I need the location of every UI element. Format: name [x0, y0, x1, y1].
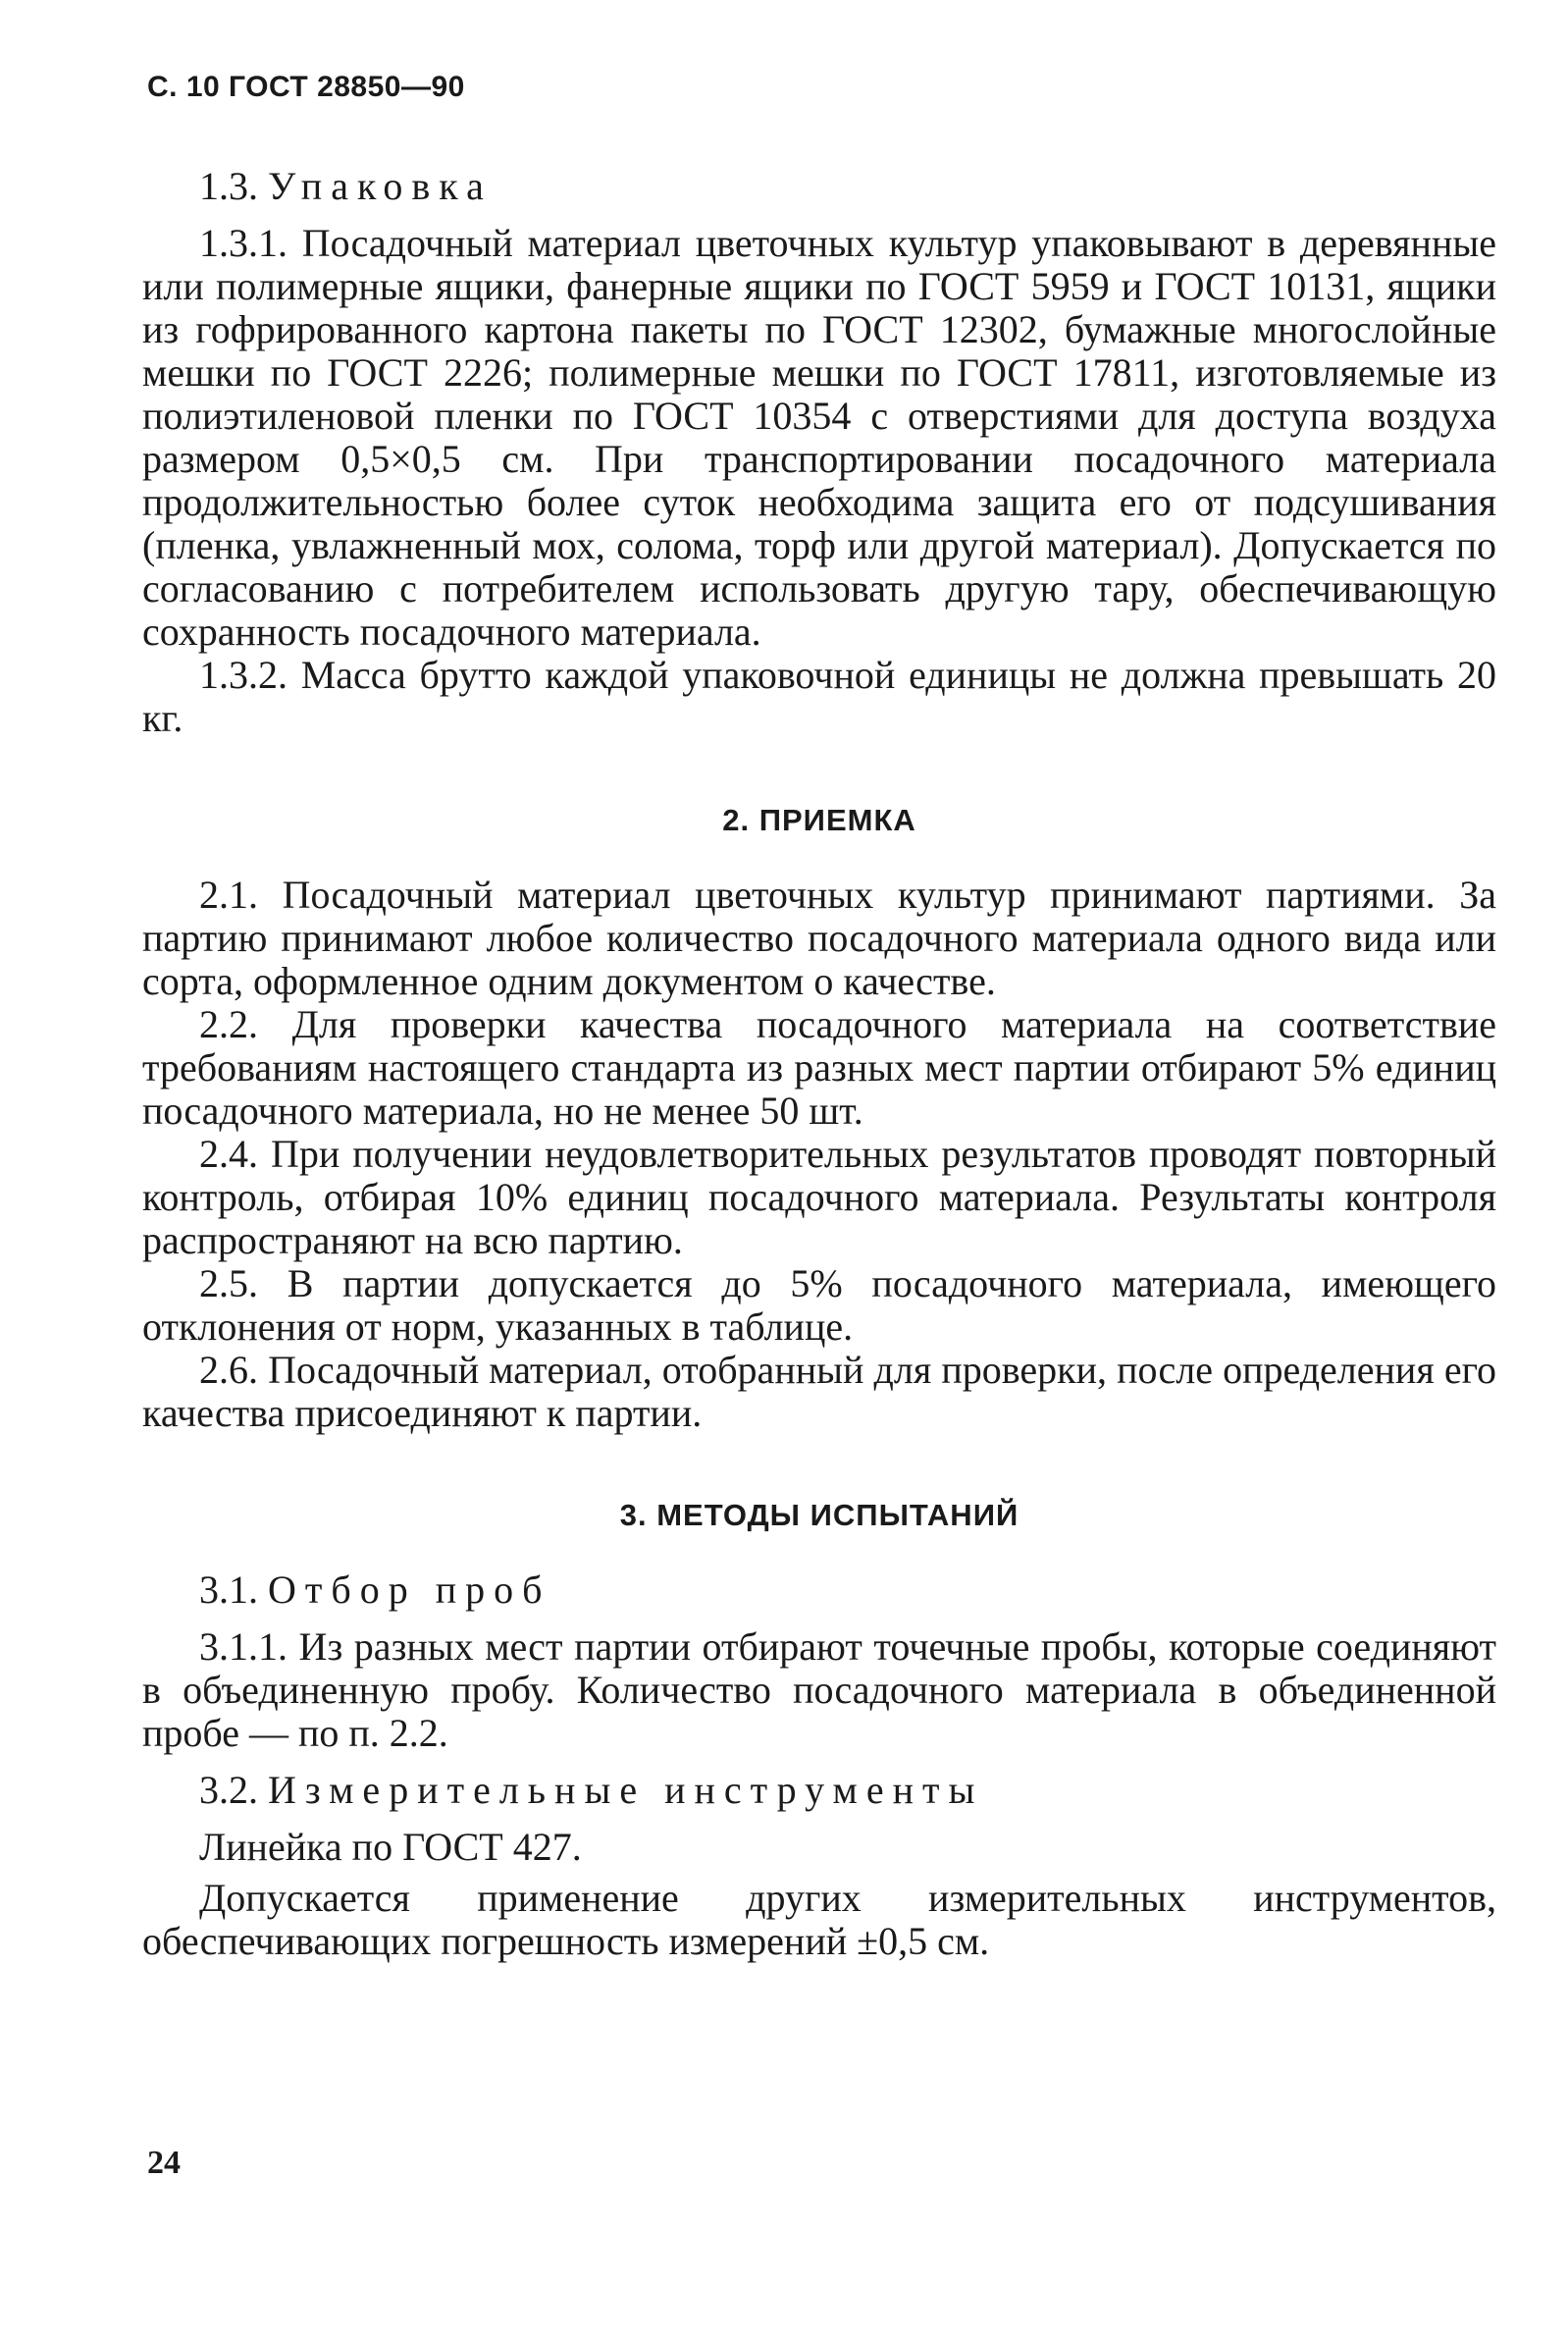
- subsection-heading-3-2: [142, 1769, 1496, 1812]
- paragraph-2-5: 2.5. В партии допускается до 5% посадочного материала, имеющего отклонения от норм, указанных в таблице.: [142, 1261, 1496, 1349]
- subsection-heading-1-3: [142, 165, 1496, 208]
- paragraph-1-3-1: 1.3.1. Посадочный материал цветочных культур упаковывают в деревянные или полимерные ящики, фанерные ящики по ГОСТ 5959 и ГОСТ 10131, ящики из гофрированного картона пакеты по ГОСТ 12302, бумажные многослойные мешки по ГОСТ 2226; полимерные мешки по ГОСТ 17811, изготовляемые из полиэтиленовой пленки по ГОСТ 10354 с отверстиями для доступа воздуха размером 0,5×0,5 см. При транспортировании посадочного материала продолжительностью более суток необходима защита его от подсушивания (пленка, увлажненный мох, солома, торф или другой материал). Допускается по согласованию с потребителем использовать другую тару, обеспечивающую сохранность посадочного материала.: [142, 221, 1496, 654]
- subsection-number: 3.1.: [199, 1568, 258, 1612]
- paragraph-3-1-1: 3.1.1. Из разных мест партии отбирают точечные пробы, которые соединяют в объединенную пробу. Количество посадочного материала в объединенной пробе — по п. 2.2.: [142, 1624, 1496, 1755]
- paragraph-1-3-2: 1.3.2. Масса брутто каждой упаковочной единицы не должна превышать 20 кг.: [142, 653, 1496, 740]
- subsection-heading-3-1: [142, 1568, 1496, 1612]
- section-heading-2: 2. ПРИЕМКА: [722, 803, 916, 837]
- paragraph-2-2: 2.2. Для проверки качества посадочного материала на соответствие требованиям настоящего стандарта из разных мест партии отбирают 5% единиц посадочного материала, но не менее 50 шт.: [142, 1002, 1496, 1133]
- section-heading-3: 3. МЕТОДЫ ИСПЫТАНИЙ: [619, 1498, 1019, 1532]
- paragraph-3-2-tolerance: Допускается применение других измерительных инструментов, обеспечивающих погрешность измерений ±0,5 см.: [142, 1876, 1496, 1963]
- paragraph-2-4: 2.4. При получении неудовлетворительных результатов проводят повторный контроль, отбирая 10% единиц посадочного материала. Результаты контроля распространяют на всю партию.: [142, 1132, 1496, 1262]
- paragraph-2-6: 2.6. Посадочный материал, отобранный для проверки, после определения его качества присоединяют к партии.: [142, 1348, 1496, 1435]
- paragraph-3-2-ruler: Линейка по ГОСТ 427.: [199, 1825, 582, 1869]
- subsection-title: Измерительные инструменты: [268, 1768, 984, 1812]
- page-number: 24: [147, 2145, 181, 2181]
- page-header: С. 10 ГОСТ 28850—90: [147, 71, 465, 103]
- subsection-title: Упаковка: [268, 164, 493, 208]
- subsection-title: Отбор проб: [268, 1568, 551, 1612]
- document-body: [142, 165, 1496, 1963]
- paragraph-2-1: 2.1. Посадочный материал цветочных культур принимают партиями. За партию принимают любое количество посадочного материала одного вида или сорта, оформленное одним документом о качестве.: [142, 873, 1496, 1003]
- subsection-number: 3.2.: [199, 1768, 258, 1812]
- subsection-number: 1.3.: [199, 164, 258, 208]
